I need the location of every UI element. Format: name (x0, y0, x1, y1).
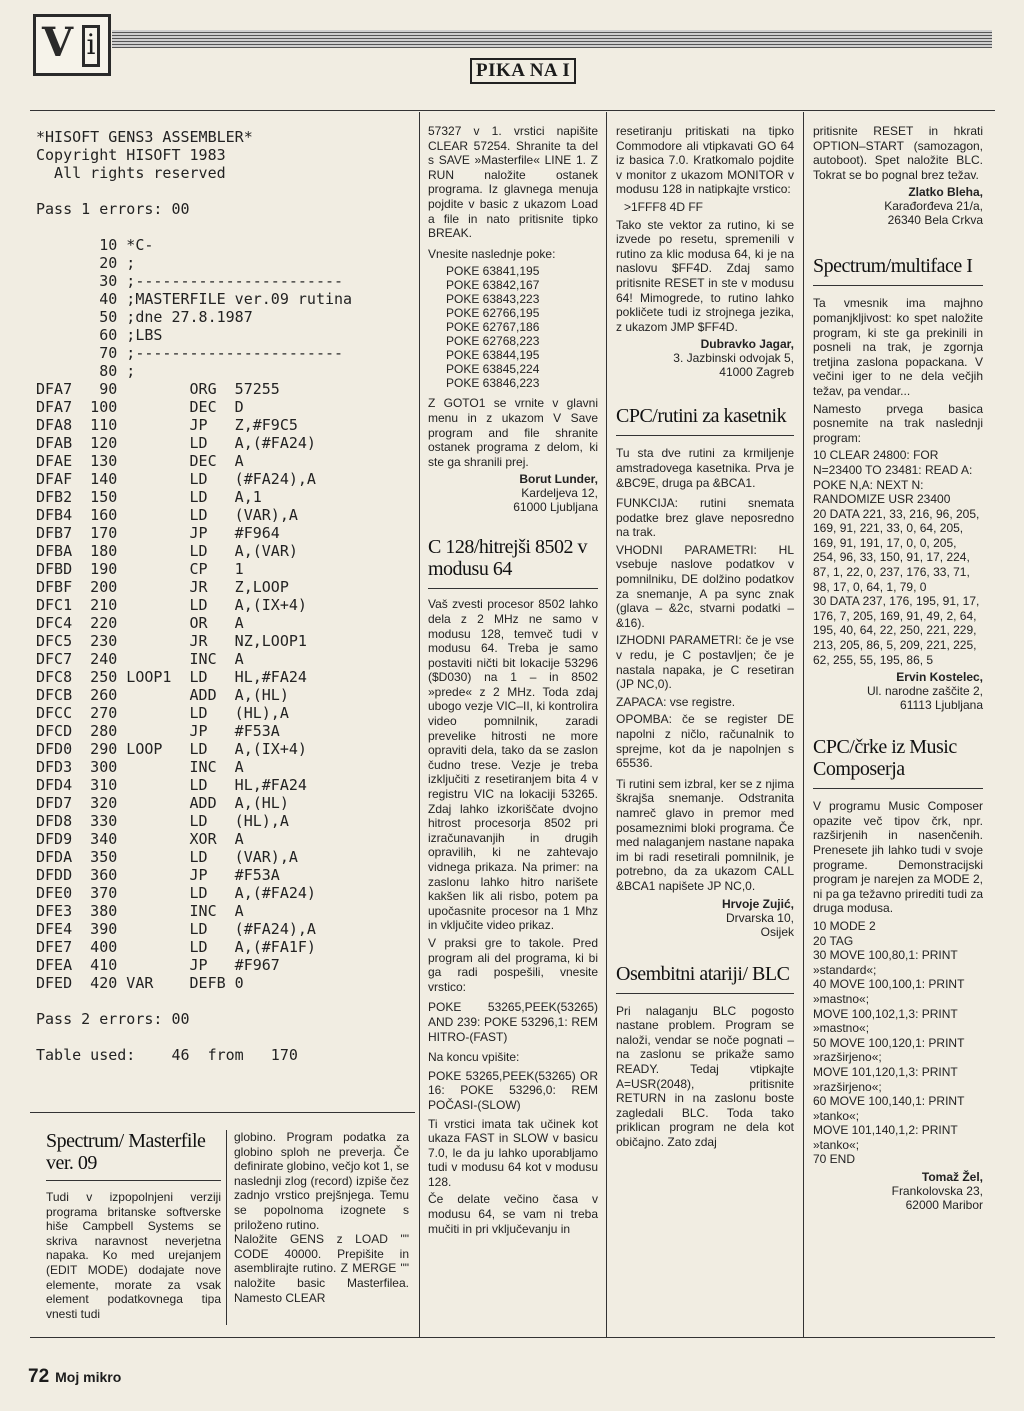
author-address: Drvarska 10, (725, 910, 794, 925)
listing-line: DFC7 240 INC A (36, 650, 244, 668)
listing-line: DFBA 180 LD A,(VAR) (36, 542, 298, 560)
author-name: Borut Lunder, (519, 472, 598, 487)
listing-line: All rights reserved (36, 164, 226, 182)
listing-line: 80 ; (36, 362, 136, 380)
author-city: 41000 Zagreb (719, 365, 794, 380)
multiface-title: Spectrum/multiface I (813, 255, 973, 278)
author-city: Osijek (760, 924, 794, 939)
listing-line: 50 ;dne 27.8.1987 (36, 308, 253, 326)
listing-line: DFAF 140 LD (#FA24),A (36, 470, 316, 488)
listing-line: DFCC 270 LD (HL),A (36, 704, 289, 722)
author-city: 61000 Ljubljana (513, 500, 598, 515)
page-number: 72 (28, 1366, 50, 1387)
multiface-program: 10 CLEAR 24800: FOR N=23400 TO 23481: READ A: POKE N,A: NEXT N: RANDOMIZE USR 23400 20 DATA 221, 33, 216, 96, 205, 169, 91, 221, 33, 0, 64, 205, 169, 91, 191, 17, 0, 0, 205, 254, 96, 33, 150, 91, 17, 224, 87, 1, 22, 0, 237, 176, 33, 71, 98, 17, 0, 64, 1, 79, 0 30 DATA 237, 176, 195, 91, 17, 176, 7, 205, 169, 91, 49, 2, 64, 195, 40, 64, 22, 250, 221, 229, 213, 205, 86, 5, 209, 221, 225, 62, 255, 55, 195, 86, 5 (813, 448, 980, 667)
listing-line: Copyright HISOFT 1983 (36, 146, 226, 164)
logo-letter-v: V (42, 19, 74, 66)
c128-title: C 128/hitrejši 8502 v modusu 64 (428, 536, 587, 581)
listing-line: DFD7 320 ADD A,(HL) (36, 794, 289, 812)
cpc-kasetnik-text-4: IZHODNI PARAMETRI: če je vse v redu, je C postavljen; če je nastala napaka, je C resetiran (JP NC,0). (616, 633, 794, 692)
listing-line: DFCB 260 ADD A,(HL) (36, 686, 289, 704)
listing-line: DFCD 280 JP #F53A (36, 722, 280, 740)
masterfile-text-4: Z GOTO1 se vrnite v glavni menu in z ukazom V Save program and file shranite ostanek programa z delom, ki ste ga shranili prej. (428, 396, 598, 469)
music-title: CPC/črke iz Music Composerja (813, 736, 957, 781)
listing-line: 40 ;MASTERFILE ver.09 rutina (36, 290, 353, 308)
listing-line (36, 992, 416, 1010)
listing-line: DFD0 290 LOOP LD A,(IX+4) (36, 740, 307, 758)
column-divider-3 (803, 112, 804, 1337)
poke-line: POKE 63842,167 (446, 278, 540, 293)
cpc-kasetnik-signature (616, 897, 794, 939)
assembler-listing (36, 128, 416, 1064)
music-signature (813, 1170, 983, 1212)
listing-line: *HISOFT GENS3 ASSEMBLER* (36, 128, 253, 146)
listing-bottom-rule (30, 1112, 415, 1113)
listing-line: DFED 420 VAR DEFB 0 (36, 974, 244, 992)
listing-line: DFA7 90 ORG 57255 (36, 380, 280, 398)
c128-text-5: Če delate večino časa v modusu 64, se vam ni treba mučiti in pri vključevanju in (428, 1192, 598, 1236)
cpc-kasetnik-text-2: FUNKCIJA: rutini snemata podatke brez glave neposredno na trak. (616, 496, 794, 540)
listing-line: DFD8 330 LD (HL),A (36, 812, 289, 830)
bottom-rule (30, 1337, 995, 1338)
author-name: Dubravko Jagar, (700, 337, 794, 352)
c128-signature (616, 337, 794, 379)
listing-line: DFBD 190 CP 1 (36, 560, 244, 578)
listing-line: DFD3 300 INC A (36, 758, 244, 776)
column-3 (428, 124, 598, 1239)
listing-line: 20 ; (36, 254, 136, 272)
poke-line: POKE 62767,186 (446, 320, 540, 335)
listing-line: 70 ;----------------------- (36, 344, 344, 362)
author-city: 61113 Ljubljana (900, 698, 983, 713)
author-address: Frankolovska 23, (891, 1184, 983, 1199)
atari-title: Osembitni atariji/ BLC (616, 962, 790, 985)
cpc-kasetnik-title: CPC/rutini za kasetnik (616, 405, 787, 428)
header-band (112, 30, 992, 48)
page-footer (28, 1366, 121, 1388)
multiface-signature (813, 670, 983, 712)
listing-line (36, 1028, 416, 1046)
masterfile-text-1: Tudi v izpopolnjeni verziji programa britanske softverske hiše Campbell Systems se skriva naravnost neverjetna napaka. Ko med urejanjem (EDIT MODE) dodajate nove elemente, morate za vsak element podatkovnega tipa vnesti tudi (46, 1190, 221, 1321)
column-divider-1 (419, 112, 420, 1337)
author-name: Zlatko Bleha, (908, 185, 983, 200)
music-program: 10 MODE 2 20 TAG 30 MOVE 100,80,1: PRINT »standard«; 40 MOVE 100,100,1: PRINT »mastno«; MOVE 100,102,1,3: PRINT »mastno«; 50 MOVE 100,120,1: PRINT »razširjeno«; MOVE 101,120,1,3: PRINT »razširjeno«; 60 MOVE 100,140,1: PRINT »tanko«; MOVE 101,140,1,2: PRINT »tanko«; 70 END (813, 918, 965, 1167)
section-logo (33, 14, 111, 76)
listing-line: DFC8 250 LOOP1 LD HL,#FA24 (36, 668, 307, 686)
author-address: Ul. narodne zaščite 2, (866, 684, 983, 699)
column-5 (813, 124, 983, 1212)
listing-line (36, 182, 416, 200)
listing-line: DFA8 110 JP Z,#F9C5 (36, 416, 298, 434)
listing-line: DFAE 130 DEC A (36, 452, 244, 470)
listing-line: 10 *C- (36, 236, 154, 254)
author-address: Kardeljeva 12, (521, 486, 598, 501)
cpc-kasetnik-text-7: Ti rutini sem izbral, ker se z njima škrajša snemanje. Odstranita namreč glavo in premor med posameznimi bloki programa. Če med nalaganjem nastane napaka im bi radi resetirali pomnilnik, je potrebno, da za ukazom CALL &BCA1 napišete JP NC,0. (616, 776, 794, 893)
c128-text-7: Tako ste vektor za rutino, ki se izvede po resetu, spremenili v rutino za klic modusa 64, ki je na naslovu $FF4D. Zdaj samo pritisnite RESET in ste v modusu 64! Mimogrede, to rutino lahko pokličete tudi iz strojnega jezika, z ukazom JMP $FF4D. (616, 217, 794, 334)
listing-line: Table used: 46 from 170 (36, 1046, 298, 1064)
c128-text-1: Vaš zvesti procesor 8502 lahko dela z 2 MHz ne samo v modusu 128, temveč tudi v modusu 64. Treba je samo postaviti ničti bit lokacije 53296 ($D030) na 1 – in 8502 »prede« z 2 MHz. Toda zdaj ubogo vezje VIC–II, ki kontrolira video pomnilnik, zaradi prevelike hitrosti ne more opraviti dela, tako da se zaslon čudno trese. Vezje je treba izključiti z resetiranjem bita 4 v registru VIC na lokaciji 53265. Zdaj lahko izkoriščate dvojno hitrost procesorja 8502 pri izračunavanjih in drugih opravilih, ki ne zahtevajo vidnega prikaza. Na primer: na zaslonu lahko hitro narišete kakšen lik ali risbo, potem pa upočasnite procesor na 1 Mhz in vključite video prikaz. (428, 597, 598, 933)
listing-line: DFE7 400 LD A,(#FA1F) (36, 938, 316, 956)
masterfile-pokes-intro: Vnesite naslednje poke: (428, 246, 556, 261)
section-title: PIKA NA I (470, 58, 576, 84)
logo-letter-i: i (82, 25, 100, 67)
c128-monitor-code: >1FFF8 4D FF (624, 199, 704, 214)
column-4 (616, 124, 794, 1152)
masterfile-title-rule (46, 1180, 221, 1181)
listing-line: DFA7 100 DEC D (36, 398, 244, 416)
cpc-kasetnik-text-5: ZAPACA: vse registre. (616, 694, 736, 709)
listing-line: 30 ;----------------------- (36, 272, 344, 290)
c128-code-1: POKE 53265,PEEK(53265) AND 239: POKE 53296,1: REM HITRO-(FAST) (428, 1000, 598, 1044)
poke-line: POKE 63844,195 (446, 348, 540, 363)
c128-text-2: V praksi gre to takole. Pred program ali del programa, ki bi ga radi pospešili, vnesite vrstico: (428, 935, 598, 994)
multiface-text-2: Namesto prvega basica posnemite na trak naslednji program: (813, 401, 983, 445)
listing-line: DFE0 370 LD A,(#FA24) (36, 884, 316, 902)
listing-line: DFB4 160 LD (VAR),A (36, 506, 298, 524)
c128-text-4: Ti vrstici imata tak učinek kot ukaza FAST in SLOW v basicu 7.0, le da ju lahko uporabljamo tudi v modusu 64 kot v modusu 128. (428, 1116, 598, 1189)
listing-line: DFB2 150 LD A,1 (36, 488, 262, 506)
c128-code-2: POKE 53265,PEEK(53265) OR 16: POKE 53296,0: REM POČASI-(SLOW) (428, 1068, 598, 1112)
listing-line: DFAB 120 LD A,(#FA24) (36, 434, 316, 452)
author-city: 26340 Bela Crkva (887, 213, 983, 228)
poke-line: POKE 62768,223 (446, 334, 540, 349)
author-address: 3. Jazbinski odvojak 5, (673, 351, 794, 366)
author-city: 62000 Maribor (905, 1198, 983, 1213)
listing-line: DFC1 210 LD A,(IX+4) (36, 596, 307, 614)
listing-line: DFDD 360 JP #F53A (36, 866, 280, 884)
author-name: Hrvoje Zujić, (721, 896, 794, 911)
listing-line: DFE4 390 LD (#FA24),A (36, 920, 316, 938)
masterfile-col1 (46, 1190, 221, 1324)
multiface-title-rule (813, 285, 983, 286)
c128-text-3: Na koncu vpišite: (428, 1050, 520, 1065)
magazine-name: Moj mikro (55, 1369, 122, 1385)
cpc-kasetnik-text-1: Tu sta dve rutini za krmiljenje amstradovega kasetnika. Prva je &BC9E, druga pa &BCA1. (616, 446, 794, 490)
masterfile-text-2: globino. Program podatka za globino sploh ne preverja. Če definirate globino, večjo kot 1, se naslednji zlog (record) izpiše čez zadnjo vrstico prejšnjega. Temu se popolnoma izognete s priloženo rutino. Naložite GENS z LOAD "" CODE 40000. Prepišite in asemblirajte rutino. Z MERGE "" naložite basic Masterfilea. Namesto CLEAR (234, 1130, 409, 1305)
c128-title-rule (428, 588, 598, 589)
listing-line: DFEA 410 JP #F967 (36, 956, 280, 974)
poke-line: POKE 63841,195 (446, 264, 540, 279)
c128-text-6: resetiranju pritiskati na tipko Commodore ali vtipkavati GO 64 iz basica 7.0. Kratkomalo pojdite v monitor z ukazom MONITOR v modusu 128 in natipkajte vrstico: (616, 124, 794, 197)
atari-signature (813, 185, 983, 227)
column-divider-4 (226, 1130, 227, 1325)
atari-title-rule (616, 993, 794, 994)
listing-line: DFB7 170 JP #F964 (36, 524, 280, 542)
cpc-kasetnik-text-6: OPOMBA: če se register DE napolni z ničlo, računalnik to sprejme, kot da je napolnjen s 65536. (616, 712, 794, 771)
listing-line: DFD9 340 XOR A (36, 830, 244, 848)
listing-line: DFE3 380 INC A (36, 902, 244, 920)
author-address: Karađorđeva 21/a, (884, 199, 983, 214)
listing-line (36, 218, 416, 236)
poke-line: POKE 62766,195 (446, 306, 540, 321)
poke-line: POKE 63845,224 (446, 362, 540, 377)
listing-line: DFD4 310 LD HL,#FA24 (36, 776, 307, 794)
listing-line: DFC5 230 JR NZ,LOOP1 (36, 632, 307, 650)
listing-line: DFDA 350 LD (VAR),A (36, 848, 298, 866)
masterfile-col2 (234, 1130, 409, 1308)
cpc-kasetnik-title-rule (616, 435, 794, 436)
poke-line: POKE 63843,223 (446, 292, 540, 307)
music-text-1: V programu Music Composer opazite več tipov črk, npr. razširjenih in nasenčenih. Prenesete jih lahko tudi v svoje programe. Demonstracijski program je narejen za MODE 2, ni pa ga težavno prirediti tudi za druga modusa. (813, 799, 983, 916)
listing-line: Pass 2 errors: 00 (36, 1010, 190, 1028)
cpc-kasetnik-text-3: VHODNI PARAMETRI: HL vsebuje naslove podatkov v pomnilniku, DE dolžino podatkov za snemanje, A pa sync znak (glava – &2c, stvarni podatki – &16). (616, 542, 794, 630)
listing-line: DFC4 220 OR A (36, 614, 244, 632)
poke-line: POKE 63846,223 (446, 376, 540, 391)
atari-text-1: Pri nalaganju BLC pogosto nastane problem. Program se naloži, vendar se noče pognati – na zaslonu se prikaže samo READY. Tedaj vtipkajte A=USR(2048), pritisnite RETURN in na zaslonu boste zagledali BLC. Toda tako priklican program ne dela kot običajno. Zato zdaj (616, 1003, 794, 1149)
masterfile-text-3: 57327 v 1. vrstici napišite CLEAR 57254. Shranite ta del s SAVE »Masterfile« LINE 1. Z RUN naložite ostanek programa. Iz glavnega menuja pojdite v basic z ukazom Load a file in nato pritisnite tipko BREAK. (428, 124, 598, 241)
atari-text-2: pritisnite RESET in hkrati OPTION–START (samozagon, autoboot). Spet naložite BLC. Tokrat se bo pognal brez težav. (813, 124, 983, 182)
top-rule (30, 110, 995, 111)
listing-line: 60 ;LBS (36, 326, 163, 344)
masterfile-pokes (428, 264, 598, 390)
multiface-text-1: Ta vmesnik ima majhno pomanjkljivost: ko spet naložite program, ki ste ga prekinili in posneli na trak, je zgornja tretjina zaslona popackana. V večini iger to ne dela večjih težav, pa vendar... (813, 296, 983, 398)
listing-line: DFBF 200 JR Z,LOOP (36, 578, 289, 596)
masterfile-title: Spectrum/ Masterfile ver. 09 (46, 1130, 206, 1174)
music-title-rule (813, 788, 983, 789)
listing-line: Pass 1 errors: 00 (36, 200, 190, 218)
author-name: Ervin Kostelec, (896, 670, 983, 685)
masterfile-signature (428, 472, 598, 514)
column-divider-2 (606, 112, 607, 1337)
author-name: Tomaž Žel, (921, 1170, 983, 1185)
